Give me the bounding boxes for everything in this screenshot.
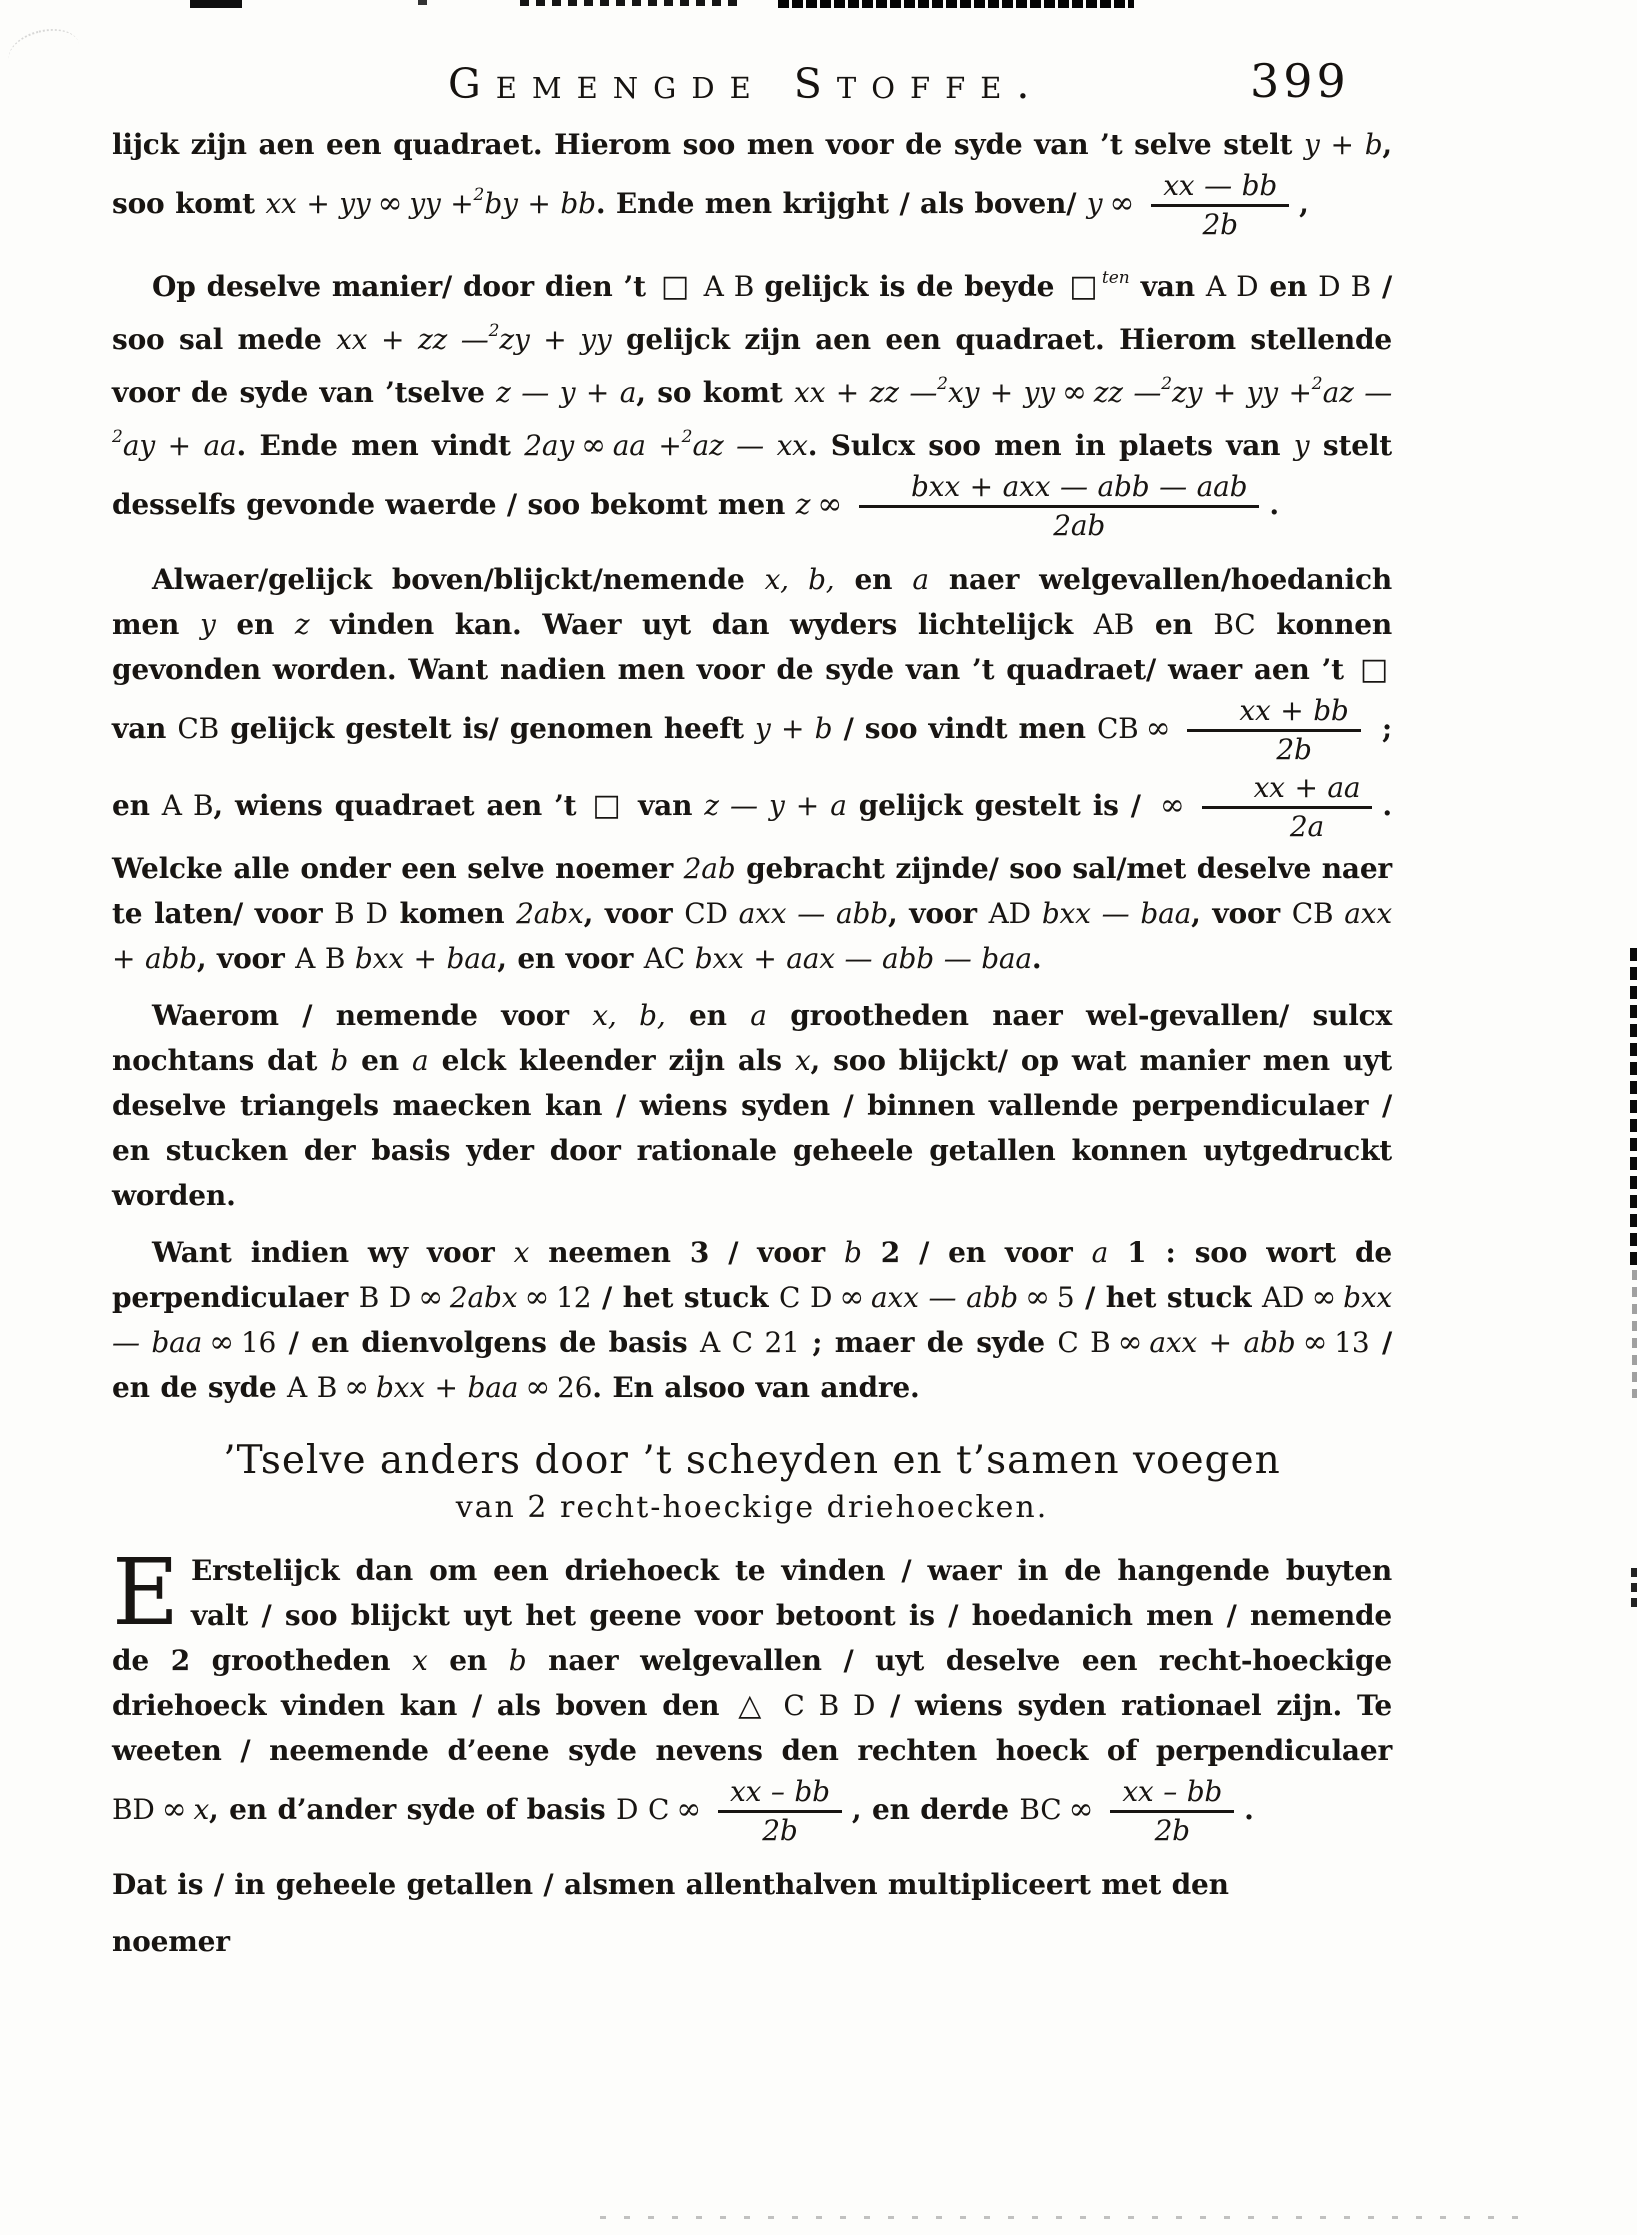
body-text-run: grootheden naer wel-gevallen/ sulcx nochtans dat (112, 999, 1392, 1077)
roman-label-run: 26 (557, 1371, 593, 1404)
roman-label-run: C B D (769, 1689, 876, 1722)
body-text-run: Want indien wy voor (152, 1236, 514, 1269)
math-run: z — y + a (704, 789, 847, 822)
superscript: 2 (112, 427, 123, 447)
body-text-run: stelt desselfs gevonde waerde / soo bekomt men (112, 429, 1392, 521)
fraction-numerator: xx + bb (1187, 694, 1360, 732)
body-text-run: , soo komt (112, 128, 1392, 220)
superscript: 2 (937, 374, 948, 394)
math-run: x, b, (592, 999, 666, 1032)
paragraph (112, 1919, 1392, 1964)
fraction-denominator: 2b (1202, 208, 1238, 241)
paragraph (112, 993, 1392, 1218)
math-run: 2abx (449, 1281, 518, 1314)
body-text-run: gebracht zijnde/ soo sal/met deselve naer te laten/ voor (112, 852, 1392, 930)
roman-label-run: BD (112, 1793, 155, 1826)
math-run: y (199, 608, 216, 641)
section-heading (112, 1436, 1392, 1530)
body-text-run: , soo blijckt/ op wat manier men uyt deselve triangels maecken kan / wiens syden / binnen vallende perpendiculaer / en stucken der basis yder door rationale geheele getallen konnen uytgedruckt worden. (112, 1044, 1393, 1212)
fraction-denominator: 2b (762, 1814, 798, 1847)
text-block (112, 122, 1392, 1976)
square-symbol: □ (660, 269, 690, 304)
roman-label-run: AD (988, 897, 1031, 930)
fraction-numerator: xx – bb (1110, 1775, 1234, 1813)
math-run: by + bb (484, 187, 596, 220)
fraction (859, 470, 1259, 543)
math-run: y + b (1304, 128, 1383, 161)
body-text-run: , en derde (851, 1793, 1020, 1826)
math-run: x, b, (764, 563, 835, 596)
paragraph (112, 557, 1392, 981)
body-text-run: , voor (583, 897, 685, 930)
body-text-run: Op deselve manier/ door dien ’t (152, 270, 657, 303)
paragraphs-before-heading (112, 122, 1392, 1410)
math-run: z (795, 488, 811, 521)
fraction (1202, 771, 1373, 844)
roman-label-run: A B (287, 1371, 338, 1404)
body-text-run: elck kleender zijn als (428, 1044, 795, 1077)
roman-label-run: A D (1205, 270, 1259, 303)
superscript: 2 (488, 321, 500, 341)
body-text-run: en (215, 608, 295, 641)
roman-label-run: AD (1262, 1281, 1305, 1314)
body-text-run: . (1269, 488, 1279, 521)
math-run: x (794, 1044, 811, 1077)
body-text-run: lijck zijn aen een quadraet. Hierom soo men voor de syde van ’t selve stelt (112, 128, 1305, 161)
scan-artifact-top (190, 0, 242, 8)
body-text-run: 1 : soo wort de perpendiculaer (112, 1236, 1392, 1314)
math-run: xy + yy (948, 376, 1055, 409)
body-text-run: , voor (887, 897, 989, 930)
body-text-run: en (1134, 608, 1214, 641)
math-run: x (411, 1644, 428, 1677)
fraction-denominator: 2b (1154, 1814, 1190, 1847)
aequatur-symbol: ∞ (1311, 1280, 1337, 1315)
math-run: a (912, 563, 929, 596)
aequatur-symbol: ∞ (1025, 1280, 1050, 1315)
math-run: axx — abb (727, 897, 888, 930)
math-run: y + b (755, 712, 833, 745)
roman-label-run: CD (684, 897, 728, 930)
roman-label-run: AB (1093, 608, 1135, 641)
math-run: az — xx (692, 429, 808, 462)
body-text-run: . Welcke alle onder een selve noemer (112, 789, 1392, 885)
body-text-run: van (112, 712, 178, 745)
aequatur-symbol: ∞ (1109, 186, 1135, 221)
aequatur-symbol: ∞ (525, 1370, 551, 1405)
math-run: z (294, 608, 310, 641)
fraction-numerator: xx — bb (1151, 169, 1289, 207)
math-run: zz — (1093, 376, 1162, 409)
body-text-run: van (626, 789, 705, 822)
math-run: bxx + baa (375, 1371, 519, 1404)
math-run: a (750, 999, 767, 1032)
math-run: y (1293, 429, 1310, 462)
roman-label-run: 13 (1334, 1326, 1370, 1359)
math-run: az — (1322, 376, 1393, 409)
aequatur-symbol: ∞ (580, 428, 606, 463)
fraction-numerator: xx + aa (1202, 771, 1373, 809)
body-text-run: en (348, 1044, 413, 1077)
aequatur-symbol: ∞ (161, 1792, 187, 1827)
roman-label-run: 16 (240, 1326, 277, 1359)
fraction-denominator: 2ab (1053, 509, 1106, 542)
aequatur-symbol: ∞ (209, 1325, 234, 1360)
aequatur-symbol: ∞ (839, 1280, 865, 1315)
section-heading-line2: van 2 recht-hoeckige driehoecken. (455, 1490, 1049, 1525)
roman-label-run: B D (358, 1281, 412, 1314)
square-symbol: □ (592, 788, 623, 823)
body-text-run: . Ende men vindt (236, 429, 525, 462)
body-text-run: gelijck zijn aen een quadraet. Hierom stellende voor de syde van ’tselve (112, 323, 1392, 409)
body-text-run: gelijck gestelt is/ genomen heeft (219, 712, 756, 745)
superscript: 2 (1311, 374, 1323, 394)
math-run: axx — abb (871, 1281, 1019, 1314)
body-text-run: en (1258, 270, 1319, 303)
fraction (1187, 694, 1360, 767)
roman-label-run: A B (295, 942, 346, 975)
body-text-run: naer welgevallen / uyt deselve een recht-hoeckige driehoeck vinden kan / als boven den (112, 1644, 1392, 1722)
math-run: bxx + aax — abb — baa (685, 942, 1032, 975)
fraction-numerator: xx – bb (718, 1775, 842, 1813)
math-run: a (1091, 1236, 1109, 1269)
aequatur-symbol: ∞ (1068, 1792, 1094, 1827)
square-symbol: □ (1359, 652, 1388, 687)
aequatur-symbol: ∞ (1159, 788, 1185, 823)
body-text-run: , so komt (636, 376, 795, 409)
aequatur-symbol: ∞ (524, 1280, 550, 1315)
math-run: x (193, 1793, 210, 1826)
superscript: ten (1101, 268, 1130, 288)
aequatur-symbol: ∞ (1117, 1325, 1143, 1360)
fraction-denominator: 2b (1276, 733, 1312, 766)
body-text-run: , voor (1191, 897, 1292, 930)
math-run: bxx — baa (112, 1281, 1393, 1359)
math-run: xx + yy (265, 187, 371, 220)
math-run: x (513, 1236, 530, 1269)
math-run: axx + abb (112, 897, 1392, 975)
aequatur-symbol: ∞ (418, 1280, 443, 1315)
math-run: y (1086, 187, 1103, 220)
page-title: Gemengde Stoffe. (448, 60, 1045, 108)
roman-label-run: 5 (1056, 1281, 1075, 1314)
triangle-symbol: △ (738, 1688, 766, 1723)
math-run: 2ab (683, 852, 736, 885)
square-symbol: □ (1069, 269, 1098, 304)
running-head (0, 52, 1637, 122)
paragraphs-after-heading (112, 1539, 1392, 1964)
math-run: a (412, 1044, 429, 1077)
scan-artifact-right-edge (1632, 1270, 1637, 1398)
body-text-run: konnen gevonden worden. Want nadien men voor de syde van ’t quadraet/ waer aen ’t (112, 608, 1393, 686)
math-run: aa + (612, 429, 682, 462)
body-text-run: . Sulcx soo men in plaets van (807, 429, 1294, 462)
body-text-run: / soo sal mede (112, 270, 1392, 356)
scan-artifact-bottom (600, 2216, 1530, 2219)
paragraph (112, 1230, 1392, 1410)
math-run: zy + yy (499, 323, 612, 356)
scan-artifact-top (520, 0, 742, 6)
superscript: 2 (681, 427, 693, 447)
roman-label-run: 12 (556, 1281, 592, 1314)
body-text-run: Dat is / in geheele getallen / alsmen allenthalven multipliceert met den (112, 1868, 1229, 1901)
math-run: ay + aa (122, 429, 237, 462)
body-text-run: / het stuck (1074, 1281, 1263, 1314)
body-text-run: en (665, 999, 751, 1032)
body-text-run: gelijck is de beyde (764, 270, 1066, 303)
superscript: 2 (473, 185, 485, 205)
roman-label-run: AC (643, 942, 686, 975)
body-text-run: ; maer de syde (799, 1326, 1058, 1359)
body-text-run: vinden kan. Waer uyt dan wyders lichtelijck (309, 608, 1094, 641)
paragraph (112, 122, 1392, 244)
body-text-run: . (1244, 1793, 1254, 1826)
fraction-numerator: bxx + axx — abb — aab (859, 470, 1259, 508)
fraction (1151, 169, 1289, 242)
roman-label-run: D B (1318, 270, 1371, 303)
roman-label-run: A B (693, 270, 765, 303)
fraction-denominator: 2a (1289, 810, 1325, 843)
body-text-run: . En alsoo van andre. (592, 1371, 920, 1404)
section-heading-line1: ’Tselve anders door ’t scheyden en t’samen voegen (223, 1438, 1281, 1483)
aequatur-symbol: ∞ (1145, 711, 1171, 746)
body-text-run: , wiens quadraet aen ’t (213, 789, 589, 822)
scan-artifact-top (778, 0, 1134, 8)
scan-artifact-top (418, 0, 427, 5)
roman-label-run: CB (1291, 897, 1334, 930)
math-run: xx + zz — (336, 323, 489, 356)
body-text-run: van (1129, 270, 1206, 303)
body-text-run: en (834, 563, 913, 596)
math-run: xx + zz — (794, 376, 938, 409)
body-text-run: / en de syde (112, 1326, 1392, 1404)
body-text-run: 2 / en voor (861, 1236, 1092, 1269)
math-run: bxx + baa (345, 942, 498, 975)
drop-cap: E (112, 1539, 179, 1646)
paragraph (112, 1862, 1392, 1907)
math-run: b (330, 1044, 349, 1077)
math-run: yy + (409, 187, 474, 220)
body-text-run: . Ende men krijght / als boven/ (595, 187, 1087, 220)
math-run: axx + abb (1149, 1326, 1296, 1359)
roman-label-run: C B (1057, 1326, 1111, 1359)
body-text-run: Alwaer/gelijck boven/blijckt/nemende (152, 563, 765, 596)
body-text-run: / soo vindt men (832, 712, 1097, 745)
math-run: b (508, 1644, 527, 1677)
body-text-run: / en dienvolgens de basis (276, 1326, 700, 1359)
body-text-run: / het stuck (591, 1281, 779, 1314)
scan-artifact-right-edge (1631, 1568, 1637, 1612)
paragraph (112, 1539, 1392, 1850)
math-run: 2ay (524, 429, 574, 462)
superscript: 2 (1161, 374, 1173, 394)
body-text-run: naer welgevallen/hoedanich men (112, 563, 1392, 641)
body-text-run: , voor (196, 942, 296, 975)
roman-label-run: CB (1096, 712, 1139, 745)
body-text-run: , (1299, 187, 1309, 220)
aequatur-symbol: ∞ (676, 1792, 702, 1827)
aequatur-symbol: ∞ (817, 487, 843, 522)
aequatur-symbol: ∞ (377, 186, 403, 221)
roman-label-run: B D (334, 897, 388, 930)
math-run: z — y + a (496, 376, 637, 409)
roman-label-run: A C 21 (699, 1326, 800, 1359)
math-run: b (843, 1236, 862, 1269)
math-run: bxx — baa (1030, 897, 1192, 930)
scan-artifact-right-edge (1630, 948, 1637, 1266)
body-text-run: , en d’ander syde of basis (209, 1793, 617, 1826)
body-text-run: komen (387, 897, 517, 930)
fraction (718, 1775, 842, 1848)
roman-label-run: BC (1019, 1793, 1062, 1826)
aequatur-symbol: ∞ (1302, 1325, 1328, 1360)
aequatur-symbol: ∞ (1061, 375, 1087, 410)
math-run: 2abx (516, 897, 584, 930)
paragraph (112, 256, 1392, 545)
roman-label-run: D C (616, 1793, 670, 1826)
body-text-run: en (427, 1644, 509, 1677)
fraction (1110, 1775, 1234, 1848)
body-text-run: , en voor (497, 942, 644, 975)
body-text-run: noemer (112, 1925, 230, 1958)
roman-label-run: A B (161, 789, 214, 822)
body-text-run: Erstelijck dan om een driehoeck te vinden / waer in de hangende buyten valt / soo blijckt uyt het geene voor betoont is / hoedanich men / nemende de 2 grootheden (112, 1554, 1392, 1677)
aequatur-symbol: ∞ (344, 1370, 369, 1405)
body-text-run: ; en (112, 712, 1393, 822)
body-text-run: gelijck gestelt is / (846, 789, 1153, 822)
body-text-run: neemen 3 / voor (529, 1236, 844, 1269)
roman-label-run: BC (1213, 608, 1256, 641)
roman-label-run: C D (778, 1281, 833, 1314)
body-text-run: / wiens syden rationael zijn. Te weeten / neemende d’eene syde nevens den rechten hoeck of perpendiculaer (112, 1689, 1392, 1767)
body-text-run: . (1031, 942, 1042, 975)
roman-label-run: CB (177, 712, 219, 745)
page-number: 399 (1250, 54, 1350, 108)
body-text-run: Waerom / nemende voor (152, 999, 593, 1032)
math-run: zy + yy + (1172, 376, 1312, 409)
